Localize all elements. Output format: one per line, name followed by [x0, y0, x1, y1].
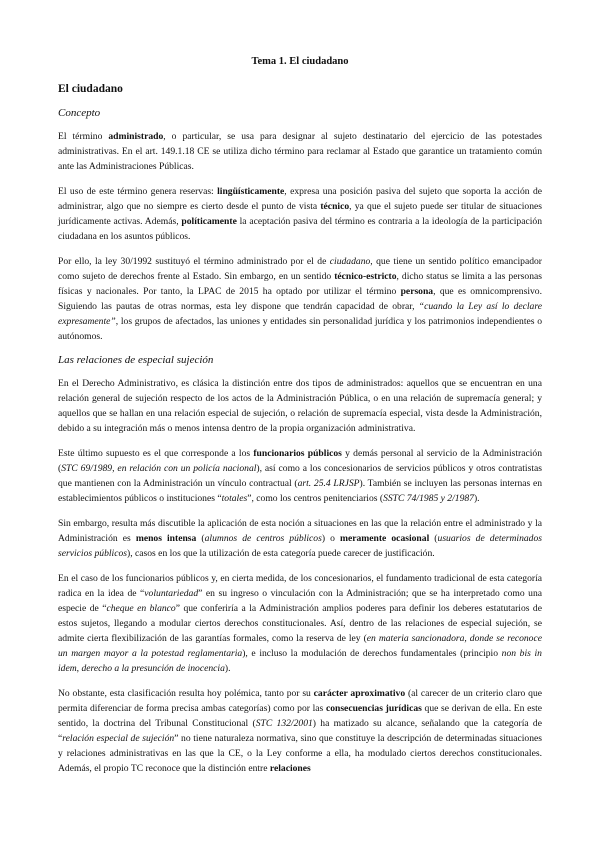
paragraph-text: , o particular, se usa para designar al sujeto destinatario del ejercicio de las potestades administrativas. En el art. 149.1.18 CE se utiliza dicho término para reclamar al Estado que garantice un tratamiento común ante las Administraciones Públicas. [58, 131, 542, 172]
italic-text: art. 25.4 LRJSP [297, 478, 360, 489]
paragraph-text: ( [196, 533, 205, 544]
italic-text: cheque en blanco [106, 603, 176, 614]
section-title: El ciudadano [58, 83, 123, 95]
paragraph-text: y demás personal al servicio de la Administración ( [58, 448, 543, 474]
bold-term: carácter aproximativo [313, 688, 406, 699]
bold-term: persona [400, 286, 434, 297]
paragraph-text: que se derivan de ella. En este sentido, la doctrina del Tribunal Constitucional ( [58, 703, 542, 729]
italic-text: ciudadano [329, 256, 371, 267]
paragraph-text: En el Derecho Administrativo, es clásica la distinción entre dos tipos de administrados: aquellos que se encuentran en una relación general de sujeción respecto de los actos de la Administración Pública, o en una relación de supremacía general; y aquellos que se hallan en una relación especial de sujeción, o relación de supremacía especial, vista desde la Administración, debido a su integración más o menos intensa dentro de la propia organización administrativa. [58, 378, 542, 434]
subsection-title-sujecion: Las relaciones de especial sujeción [58, 354, 214, 366]
paragraph-text: , que tiene un sentido político emancipador como sujeto de derechos frente al Estado. Sin embargo, en un sentido [58, 256, 542, 282]
paragraph-text: No obstante, esta clasificación resulta hoy polémica, tanto por su [58, 688, 314, 699]
paragraph-text: ). [224, 663, 231, 674]
paragraph [58, 571, 542, 676]
paragraph-text: , expresa una posición pasiva del sujeto que soporta la acción de administrar, algo que no siempre es cierto desde el punto de vista [58, 186, 542, 212]
paragraph [58, 446, 542, 506]
bold-term: políticamente [181, 216, 237, 227]
italic-text: STC 69/1989, en relación con un policía nacional [61, 463, 257, 474]
bold-term: administrado [108, 131, 164, 142]
paragraph-text: , que es omnicomprensivo. Siguiendo las pautas de otras normas, esta ley dispone que tendrán capacidad de obrar, [58, 286, 542, 312]
paragraph [58, 376, 542, 436]
bold-term: lingüísticamente [217, 186, 285, 197]
paragraph-text: Este último supuesto es el que corresponde a los [58, 448, 254, 459]
paragraph [58, 516, 542, 561]
paragraph-text: El uso de este término genera reservas: [58, 186, 218, 197]
italic-text: non bis in idem [58, 648, 542, 674]
paragraph-text: ). También se incluyen las personas internas en establecimientos públicos o instituciones “ [58, 478, 542, 504]
paragraph-text: El término [58, 131, 109, 142]
paragraph-text: ), así como a los concesionarios de servicios públicos y otros contratistas que mantienen con la Administración un vínculo contractual ( [58, 463, 542, 489]
paragraph-text: , [76, 663, 82, 674]
paragraph-text: ) o [321, 533, 340, 544]
italic-text: derecho a la presunción de inocencia [81, 663, 225, 674]
paragraph-text: ” en su ingreso o vinculación con la Administración; que se ha interpretado como una especie de “ [58, 588, 542, 614]
bold-term: meramente ocasional [339, 533, 430, 544]
bold-term: técnico-estricto [334, 271, 397, 282]
document-title: Tema 1. El ciudadano [251, 56, 349, 67]
paragraph-text: ), casos en los que la utilización de esta categoría puede carecer de justificación. [127, 548, 435, 559]
bold-term: relaciones [269, 763, 311, 774]
paragraph-text: ” que conferiría a la Administración amplios poderes para definir los deberes estatutarios de estos sujetos, llegando a modular ciertos derechos constitucionales. Así, dentro de las relaciones de especial sujeción, se admite cierta flexibilización de las garantías formales, como la reserva de ley ( [58, 603, 542, 644]
bold-term: menos intensa [135, 533, 197, 544]
paragraph-text: ), e incluso la modulación de derechos fundamentales (principio [242, 648, 502, 659]
paragraph [58, 184, 542, 244]
paragraph [58, 254, 542, 344]
paragraph [58, 686, 542, 776]
paragraph-text: ). [473, 493, 480, 504]
bold-term: funcionarios públicos [253, 448, 342, 459]
paragraph-text: , dicho status se limita a las personas físicas y nacionales. Por tanto, la LPAC de 2015 ha optado por utilizar el término [58, 271, 542, 297]
document-page [58, 56, 542, 786]
italic-text: usuarios de determinados servicios públicos [58, 533, 542, 559]
italic-text: totales [221, 493, 248, 504]
italic-text: en materia sancionadora, donde se reconoce un margen mayor a la potestad reglamentaria [58, 633, 542, 659]
paragraph-text: Sin embargo, resulta más discutible la aplicación de esta noción a situaciones en las que la relación entre el administrado y la Administración es [58, 518, 542, 544]
italic-text: voluntariedad [144, 588, 199, 599]
paragraph-text: Por ello, la ley 30/1992 sustituyó el término administrado por el de [58, 256, 330, 267]
italic-text: alumnos de centros públicos [204, 533, 322, 544]
italic-text: STC 132/2001 [255, 718, 313, 729]
paragraph-text: ”, como los centros penitenciarios ( [247, 493, 384, 504]
bold-term: técnico [320, 201, 350, 212]
paragraph-text: ) ha matizado su alcance, señalando que la categoría de “ [58, 718, 542, 744]
paragraph-text: , ya que el sujeto puede ser titular de situaciones jurídicamente activas. Además, [58, 201, 542, 227]
italic-text: “cuando la Ley así lo declare expresamente” [58, 301, 542, 327]
paragraph-text: ” no tiene naturaleza normativa, sino que constituye la descripción de determinadas situaciones y relaciones administrativas en las que la CE, o la Ley conforme a ella, ha modulado ciertos derechos constitucionales. Además, el propio TC reconoce que la distinción entre [58, 733, 542, 774]
bold-term: consecuencias jurídicas [325, 703, 422, 714]
paragraph-text: ( [429, 533, 438, 544]
paragraph-text: En el caso de los funcionarios públicos y, en cierta medida, de los concesionarios, el fundamento tradicional de esta categoría radica en la idea de “ [58, 573, 542, 599]
paragraph-text: (al carecer de un criterio claro que permita diferenciar de forma precisa ambas categorías) como por las [58, 688, 543, 714]
paragraph-text: , los grupos de afectados, las uniones y entidades sin personalidad jurídica y los patrimonios independientes o autónomos. [58, 316, 542, 342]
paragraph-text: la aceptación pasiva del término es contraria a la ideología de la participación ciudadana en los asuntos públicos. [58, 216, 542, 242]
italic-text: SSTC 74/1985 y 2/1987 [383, 493, 474, 504]
paragraph [58, 129, 542, 174]
subsection-title-concepto: Concepto [58, 107, 101, 119]
italic-text: relación especial de sujeción [62, 733, 175, 744]
